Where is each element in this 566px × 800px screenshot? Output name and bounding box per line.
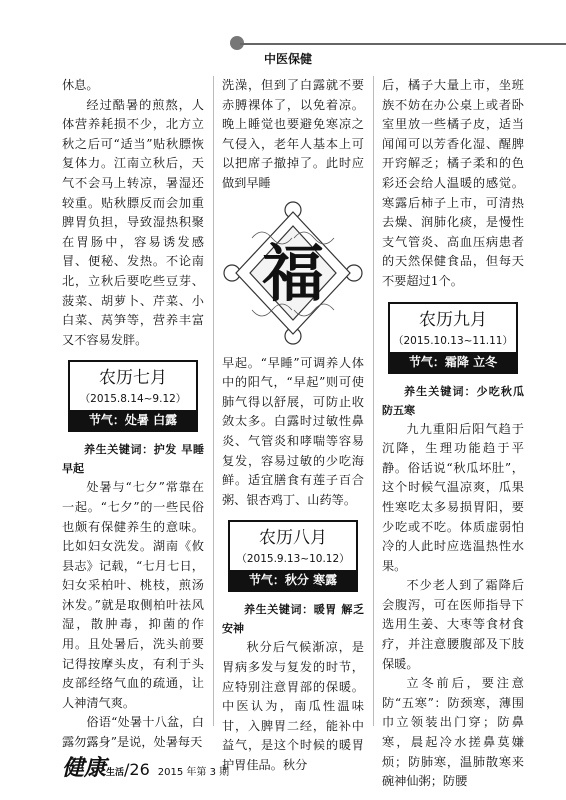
solar-terms: 节气：秋分 寒露 [230, 570, 356, 590]
footer [62, 751, 229, 782]
column-divider [373, 76, 374, 726]
paragraph: 休息。 [62, 78, 99, 92]
keyword-line: 养生关键词：少吃秋瓜 防五寒 [382, 384, 524, 417]
month-dates: （2015.9.13~10.12） [236, 553, 350, 566]
keyword-line: 养生关键词：护发 早睡早起 [62, 443, 204, 476]
fu-character-illustration [222, 198, 364, 348]
column-1 [62, 76, 204, 753]
fu-glyph: 福 [261, 236, 325, 310]
section-title: 中医保健 [264, 52, 313, 66]
page-number: /26 [124, 760, 150, 779]
paragraph: 不少老人到了霜降后会腹泻，可在医师指导下选用生姜、大枣等食材食疗，并注意腰腹部及下肢保暖。 [382, 578, 524, 671]
solar-terms: 节气：霜降 立冬 [390, 352, 516, 372]
paragraph: 处暑与“七夕”常靠在一起。“七夕”的一些民俗也颇有保健养生的意味。比如妇女洗发。湖南《攸县志》记载，“七月七日，妇女采柏叶、桃枝，煎汤沐发。”就是取侧柏叶祛风湿，散肿毒，抑菌的作用。且处暑后，洗头前要记得按摩头皮，有利于头皮部经络气血的疏通，让人神清气爽。 [62, 480, 204, 710]
paragraph: 后，橘子大量上市，坐班族不妨在办公桌上或者卧室里放一些橘子皮，适当闻闻可以芳香化湿、醒脾开窍解乏；橘子柔和的色彩还会给人温暖的感觉。寒露后柿子上市，可清热去燥、润肺化痰，是慢性支气管炎、高血压病患者的天然保健食品，但每天不要超过1个。 [382, 78, 524, 288]
paragraph: 早起。“早睡”可调养人体中的阳气，“早起”则可使肺气得以舒展，可防止收敛太多。白露时过敏性鼻炎、气管炎和哮喘等容易复发，容易过敏的少吃海鲜。适宜膳食有莲子百合粥、银杏鸡丁、山药等。 [222, 355, 364, 507]
month-box-9 [388, 302, 518, 374]
paragraph: 洗澡，但到了白露就不要赤膊裸体了，以免着凉。晚上睡觉也要避免寒凉之气侵入，老年人基本上可以把席子撤掉了。此时应做到早睡 [222, 78, 364, 190]
paragraph: 俗语“处暑十八盆，白露勿露身”是说，处暑每天 [62, 715, 204, 750]
column-2 [222, 76, 364, 775]
column-3 [382, 76, 524, 792]
month-box-7 [68, 360, 198, 432]
month-dates: （2015.8.14~9.12） [79, 393, 187, 406]
paragraph: 立冬前后，要注意防“五寒”：防颈寒，薄围巾立领装出门穿；防鼻寒，晨起冷水搓鼻莫嫌烦；防肺寒，温肺散寒来碗神仙粥；防腰 [382, 676, 524, 789]
month-name: 农历八月 [259, 528, 327, 549]
issue-label: 2015 年第 3 期 [157, 767, 230, 778]
month-dates: （2015.10.13~11.11） [393, 334, 513, 347]
paragraph: 经过酷暑的煎熬，人体营养耗损不少，北方立秋之后可“适当”贴秋膘恢复体力。江南立秋后，天气不会马上转凉，暑湿还较重。贴秋膘反而会加重脾胃负担，导致湿热积聚在胃肠中，容易诱发感冒、便秘、发热。不论南北，立秋后要吃些豆芽、菠菜、胡萝卜、芹菜、小白菜、莴笋等，营养丰富又不容易发胖。 [62, 97, 204, 347]
header-rule [240, 43, 566, 45]
month-name: 农历七月 [99, 368, 167, 389]
solar-terms: 节气：处暑 白露 [70, 410, 196, 430]
month-name: 农历九月 [419, 309, 487, 330]
magazine-logo-sub: 生活 [106, 768, 125, 778]
column-divider [213, 76, 214, 726]
paragraph: 九九重阳后阳气趋于沉降，生理功能趋于平静。俗话说“秋瓜坏肚”，这个时候气温凉爽，瓜果性寒吃太多易损胃阳，要少吃或不吃。体质虚弱怕冷的人此时应选温热性水果。 [382, 421, 524, 573]
paragraph: 秋分后气候渐凉，是胃病多发与复发的时节，应特别注意胃部的保暖。中医认为，南瓜性温味甘，入脾胃二经，能补中益气，是这个时候的暖胃护胃佳品。秋分 [222, 640, 364, 772]
magazine-logo: 健康 [62, 756, 107, 781]
keyword-line: 养生关键词：暖胃 解乏安神 [222, 603, 364, 636]
month-box-8 [228, 520, 358, 592]
